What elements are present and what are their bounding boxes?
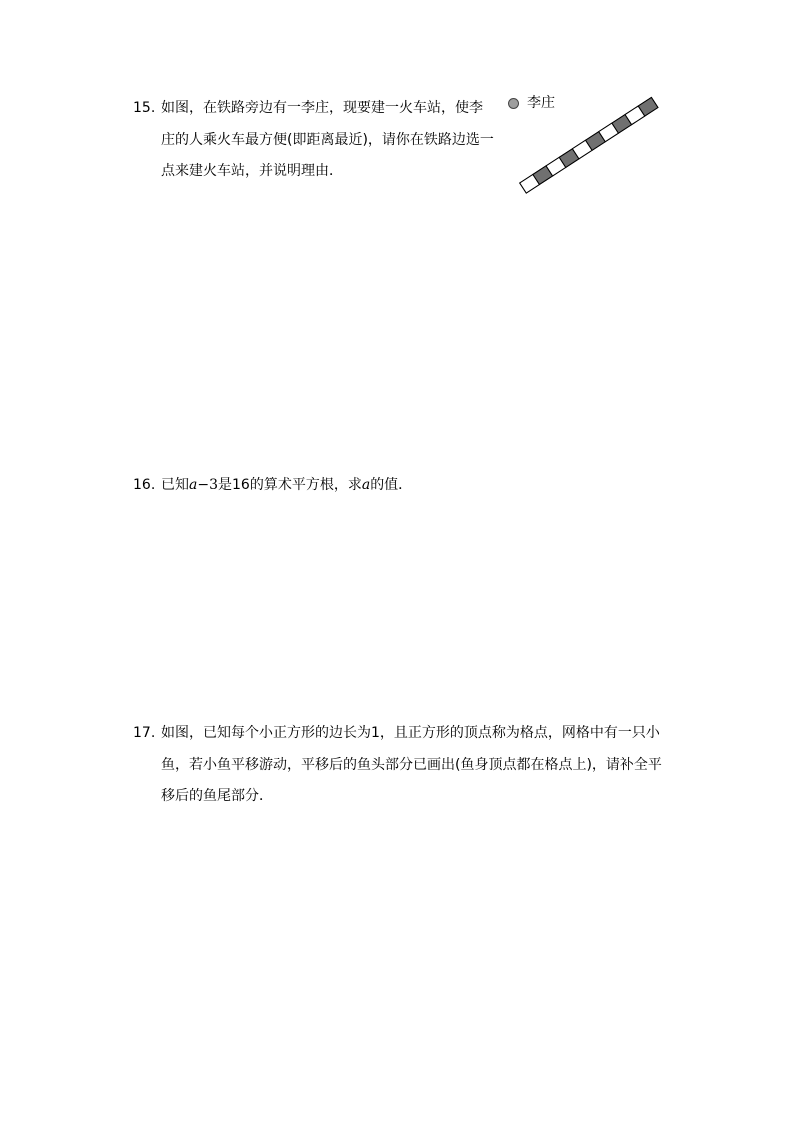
railway-track — [515, 92, 665, 202]
variable-a-2: a — [361, 477, 371, 493]
question-17-number: 17. — [133, 725, 156, 741]
question-16-text-mid: 是16的算术平方根，求 — [218, 477, 362, 493]
question-17-line-2: 鱼，若小鱼平移游动，平移后的鱼头部分已画出(鱼身顶点都在格点上)，请补全平 — [161, 757, 662, 773]
question-15-number: 15. — [133, 100, 156, 116]
question-16-number: 16. — [133, 477, 156, 493]
minus-expression: −3 — [197, 477, 218, 493]
village-label: 李庄 — [527, 95, 555, 111]
question-16-text-pre: 已知 — [161, 477, 189, 493]
question-16-text — [161, 469, 412, 501]
question-15-line-3: 点来建火车站，并说明理由． — [161, 163, 343, 179]
question-16-text-post: 的值． — [370, 477, 413, 493]
variable-a: a — [189, 477, 198, 493]
question-15-line-2: 庄的人乘火车最方便(即距离最近)，请你在铁路边选一 — [161, 132, 494, 148]
question-17-line-1: 如图，已知每个小正方形的边长为1，且正方形的顶点称为格点，网格中有一只小 — [161, 725, 660, 741]
question-17-line-3: 移后的鱼尾部分． — [161, 788, 273, 804]
question-15-line-1: 如图，在铁路旁边有一李庄，现要建一火车站，使李 — [161, 100, 483, 116]
